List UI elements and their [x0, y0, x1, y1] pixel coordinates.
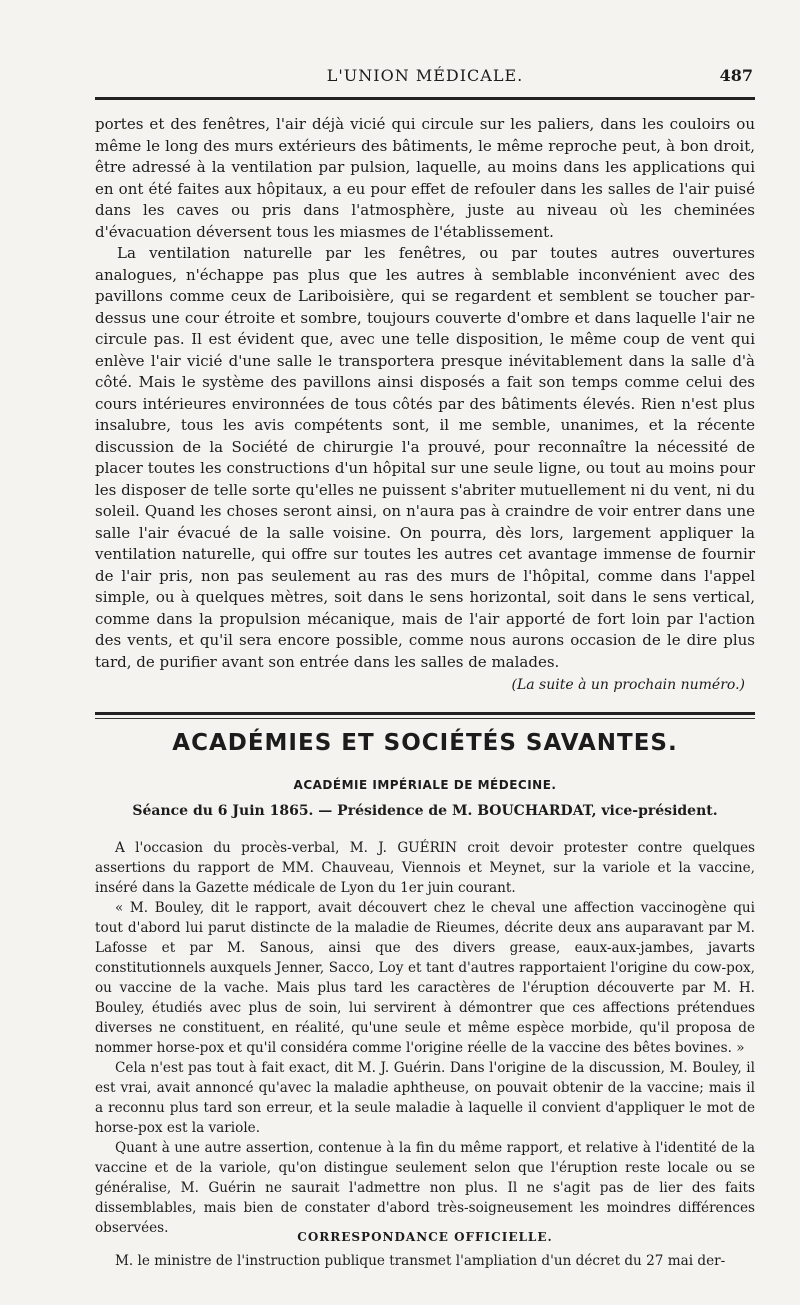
- correspondance-paragraph: M. le ministre de l'instruction publique transmet l'ampliation d'un décret du 27 mai der-: [115, 1253, 726, 1269]
- section-rule-top-thin: [95, 718, 755, 719]
- correspondance-body: [95, 1251, 755, 1271]
- section-subtitle: ACADÉMIE IMPÉRIALE DE MÉDECINE.: [293, 778, 557, 792]
- article-paragraph: Cela n'est pas tout à fait exact, dit M. J. Guérin. Dans l'origine de la discussion, M. Bouley, il est vrai, avait annoncé qu'avec la maladie aphtheuse, on pouvait obtenir de la vaccine; mais il a reconnu plus tard son erreur, et la seule maladie à laquelle il convient d'appliquer le mot de horse-pox est la variole.: [95, 1060, 755, 1136]
- correspondance-title: CORRESPONDANCE OFFICIELLE.: [297, 1230, 553, 1244]
- article-paragraph: Quant à une autre assertion, contenue à la fin du même rapport, et relative à l'identité de la vaccine et de la variole, qu'on distingue seulement selon que l'éruption reste locale ou se généralise, M. Guérin ne saurait l'admettre non plus. Il ne s'agit pas de lier des faits dissemblables, mais bien de constater d'abord très-soigneusement les moindres différences observées.: [95, 1140, 755, 1236]
- article-academie: [95, 838, 755, 1238]
- journal-title: L'UNION MÉDICALE.: [326, 66, 524, 85]
- section-rule-top: [95, 712, 755, 715]
- article-paragraph: portes et des fenêtres, l'air déjà vicié qui circule sur les paliers, dans les couloirs ou même le long des murs extérieurs des bâtiments, le même reproche peut, à bon droit, être adressé à la ventilation par pulsion, laquelle, au moins dans les applications qui en ont été faites aux hôpitaux, a eu pour effet de refouler dans les salles de l'air puisé dans les caves ou pris dans l'atmosphère, juste au niveau où les cheminées d'évacuation déversent tous les miasmes de l'établissement.: [95, 115, 755, 241]
- article-paragraph: « M. Bouley, dit le rapport, avait découvert chez le cheval une affection vaccinogène qui tout d'abord lui parut distincte de la maladie de Rieumes, décrite deux ans auparavant par M. Lafosse et par M. Sanous, ainsi que des divers grease, eaux-aux-jambes, javarts constitutionnels auxquels Jenner, Sacco, Loy et tant d'autres rapportaient l'origine du cow-pox, ou vaccine de la vache. Mais plus tard les caractères de l'éruption découverte par M. H. Bouley, étudiés avec plus de soin, lui servirent à démontrer que ces affections prétendues diverses ne constituent, en réalité, qu'une seule et même espèce morbide, qu'il proposa de nommer horse-pox et qu'il considéra comme l'origine réelle de la vaccine des bêtes bovines. »: [95, 900, 755, 1056]
- running-head: [95, 66, 755, 90]
- header-rule: [95, 97, 755, 100]
- continuation-note: (La suite à un prochain numéro.): [511, 677, 745, 693]
- article-paragraph: A l'occasion du procès-verbal, M. J. GUÉRIN croit devoir protester contre quelques assertions du rapport de MM. Chauveau, Viennois et Meynet, sur la variole et la vaccine, inséré dans la Gazette médicale de Lyon du 1er juin courant.: [95, 840, 755, 896]
- article-paragraph: La ventilation naturelle par les fenêtres, ou par toutes autres ouvertures analogues, n'échappe pas plus que les autres à semblable inconvénient avec des pavillons comme ceux de Lariboisière, qui se regardent et semblent se toucher par-dessus une cour étroite et sombre, toujours couverte d'ombre et dans laquelle l'air ne circule pas. Il est évident que, avec une telle disposition, le même coup de vent qui enlève l'air vicié d'une salle le transportera presque inévitablement dans la salle d'à côté. Mais le système des pavillons ainsi disposés a fait son temps comme celui des cours intérieures environnées de tous côtés par des bâtiments élevés. Rien n'est plus insalubre, tous les avis compétents sont, il me semble, unanimes, et la récente discussion de la Société de chirurgie l'a prouvé, pour reconnaître la nécessité de placer toutes les constructions d'un hôpital sur une seule ligne, ou tout au moins pour les disposer de telle sorte qu'elles ne puissent s'abriter mutuellement ni du vent, ni du soleil. Quand les choses seront ainsi, on n'aura pas à craindre de voir entrer dans une salle l'air évacué de la salle voisine. On pourra, dès lors, largement appliquer la ventilation naturelle, qui offre sur toutes les autres cet avantage immense de fournir de l'air pris, non pas seulement au ras des murs de l'hôpital, comme dans l'appel simple, ou à quelques mètres, soit dans le sens horizontal, soit dans le sens vertical, comme dans la propulsion mécanique, mais de l'air apporté de fort loin par l'action des vents, et qu'il sera encore possible, comme nous aurons occasion de le dire plus tard, de purifier avant son entrée dans les salles de malades.: [95, 244, 755, 671]
- page-number: 487: [719, 66, 753, 85]
- article-ventilation: [95, 114, 755, 697]
- seance-line: Séance du 6 Juin 1865. — Présidence de M. BOUCHARDAT, vice-président.: [132, 803, 718, 819]
- section-title: ACADÉMIES ET SOCIÉTÉS SAVANTES.: [172, 730, 678, 756]
